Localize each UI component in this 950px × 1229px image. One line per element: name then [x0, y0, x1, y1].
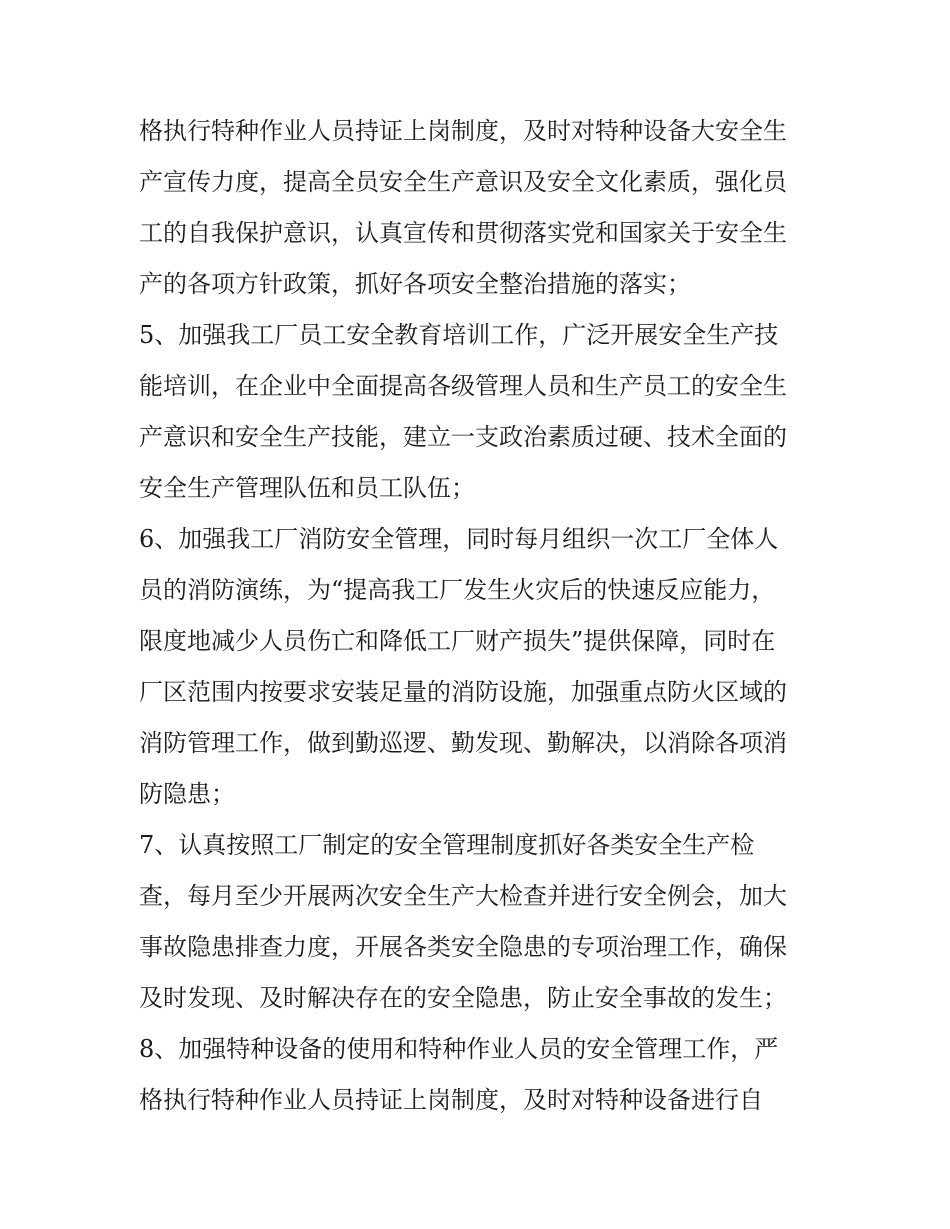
text-line: 工的自我保护意识，认真宣传和贯彻落实党和国家关于安全生 [139, 219, 787, 247]
text-line: 格执行特种作业人员持证上岗制度，及时对特种设备进行自 [139, 1086, 763, 1114]
text-line: 事故隐患排查力度，开展各类安全隐患的专项治理工作，确保 [139, 933, 787, 961]
text-line: 产意识和安全生产技能，建立一支政治素质过硬、技术全面的 [139, 423, 787, 451]
text-line: 产宣传力度，提高全员安全生产意识及安全文化素质，强化员 [139, 168, 787, 196]
document-body [139, 106, 819, 1126]
text-line: 查，每月至少开展两次安全生产大检查并进行安全例会，加大 [139, 882, 787, 910]
text-line: 消防管理工作，做到勤巡逻、勤发现、勤解决，以消除各项消 [139, 729, 787, 757]
text-line: 限度地减少人员伤亡和降低工厂财产损失”提供保障，同时在 [139, 627, 776, 655]
text-line: 厂区范围内按要求安装足量的消防设施，加强重点防火区域的 [139, 678, 787, 706]
text-line: 7、认真按照工厂制定的安全管理制度抓好各类安全生产检 [139, 831, 755, 859]
text-line: 员的消防演练，为“提高我工厂发生火灾后的快速反应能力， [139, 576, 776, 604]
text-line: 8、加强特种设备的使用和特种作业人员的安全管理工作，严 [139, 1035, 779, 1063]
text-line: 能培训，在企业中全面提高各级管理人员和生产员工的安全生 [139, 372, 787, 400]
text-line: 6、加强我工厂消防安全管理，同时每月组织一次工厂全体人 [139, 525, 779, 553]
text-line: 防隐患； [139, 780, 235, 808]
text-line: 5、加强我工厂员工安全教育培训工作，广泛开展安全生产技 [139, 321, 779, 349]
text-line: 格执行特种作业人员持证上岗制度，及时对特种设备大安全生 [139, 117, 787, 145]
text-line: 及时发现、及时解决存在的安全隐患，防止安全事故的发生； [139, 984, 787, 1012]
text-line: 产的各项方针政策，抓好各项安全整治措施的落实； [139, 270, 691, 298]
text-line: 安全生产管理队伍和员工队伍； [139, 474, 475, 502]
